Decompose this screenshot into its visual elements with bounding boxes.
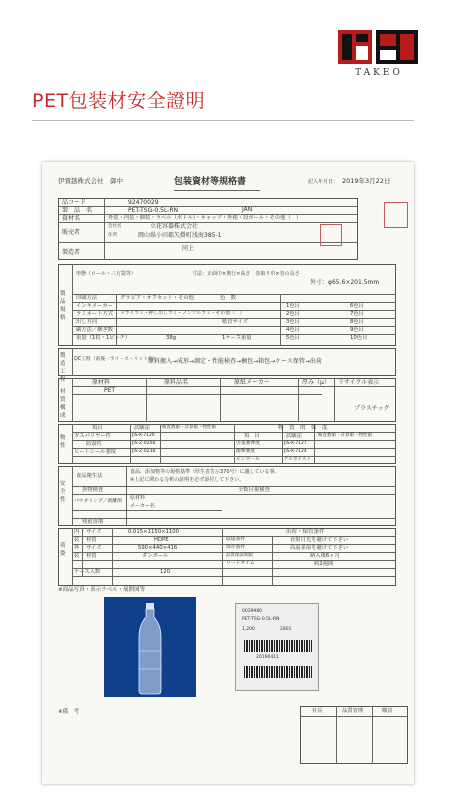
color-3: 3色目 bbox=[286, 319, 300, 325]
date-label: 記入年月日： bbox=[308, 179, 339, 185]
company-seal-stamp bbox=[320, 224, 342, 246]
colors-label: 色 数 bbox=[220, 295, 236, 301]
color-5: 5色目 bbox=[286, 335, 300, 341]
lead-time: 約2週間 bbox=[314, 561, 334, 567]
takeo-logo bbox=[336, 24, 422, 82]
bottle-icon bbox=[137, 603, 163, 695]
material-header-name: 原料品名 bbox=[164, 379, 189, 386]
color-9: 9色目 bbox=[350, 327, 364, 333]
card-line-4: 2801 bbox=[280, 627, 292, 632]
laminate-label: ラミネート方式 bbox=[76, 311, 114, 317]
property-header-value: 検査数値・計算値・物性値 bbox=[162, 425, 216, 430]
pack-inner-material: HDPE bbox=[154, 537, 169, 543]
material-section-label: 材質構成 bbox=[60, 389, 66, 419]
pack-outer-1: 外 bbox=[74, 545, 80, 551]
pack-outer-2: 装 bbox=[74, 553, 80, 559]
property-pinhole: ピンホール bbox=[236, 457, 260, 462]
lead-time-label: リードタイム bbox=[226, 561, 255, 566]
case-count-label: ケース入数 bbox=[74, 569, 101, 575]
product-value: PET-TSG-0.5L-RN bbox=[128, 207, 179, 214]
color-10: 10色目 bbox=[350, 335, 368, 341]
color-8: 8色目 bbox=[350, 319, 364, 325]
storage-expiry: 納入後6ヶ月 bbox=[310, 553, 340, 559]
storage-keep-label: 保存条件 bbox=[226, 545, 246, 550]
product-label: 製 品 名 bbox=[62, 207, 93, 214]
property-moisture-method: JIS-Z-0208 bbox=[132, 441, 156, 446]
card-line-2: PET-TSG-0.5L-RN bbox=[242, 617, 280, 622]
food-law-label: 食品衛生法 bbox=[76, 473, 103, 479]
doc-title: 包装資材等規格書 bbox=[174, 177, 247, 187]
dims-value: 外寸：φ65.6×201.5mm bbox=[310, 279, 380, 286]
property-tensile-method: JIS-K-7127 bbox=[284, 441, 307, 446]
form-label: 形態（ロール・三方袋等） bbox=[76, 271, 136, 277]
pack-section-label: 荷姿 bbox=[60, 543, 66, 557]
print-method-label: 印刷方法 bbox=[76, 295, 98, 301]
remarks-label: ※備 考 bbox=[58, 709, 80, 715]
pack-inner-2: 装 bbox=[74, 537, 80, 543]
property-gas-barrier: ガスバリヤー性 bbox=[74, 433, 111, 439]
logo-text: TAKEO bbox=[355, 68, 403, 78]
code-value: 92470029 bbox=[128, 199, 159, 206]
storage-header: 出荷・保管条件 bbox=[286, 529, 325, 535]
property-block bbox=[58, 424, 396, 464]
raw-label: 原材料 bbox=[130, 495, 146, 501]
code-label: 品コード bbox=[62, 199, 87, 206]
material-header-maker: 原紙メーカー bbox=[234, 379, 270, 386]
property-pinhole-method: ゲルボテスト bbox=[284, 457, 311, 462]
property-header-method-right: 試験法 bbox=[286, 433, 302, 439]
inspection-value: 全数目視検査 bbox=[238, 487, 270, 493]
bottle-photo bbox=[104, 597, 196, 697]
residue-label: 残留溶剤 bbox=[82, 519, 104, 525]
material-header-recycle: リサイクル表示 bbox=[338, 379, 380, 386]
storage-handle-label: 取扱条件 bbox=[226, 537, 246, 542]
process-section-label: 製造工程 bbox=[60, 353, 66, 383]
material-row-pet: PET bbox=[104, 387, 116, 394]
color-6: 6色目 bbox=[350, 303, 364, 309]
seller-label: 販売者 bbox=[62, 229, 81, 236]
address-value: 岡山県小田郡矢掛町浅海385-1 bbox=[138, 232, 222, 239]
property-moisture: 防湿性 bbox=[86, 441, 102, 447]
pack-outer-size: 590×440×416 bbox=[138, 545, 178, 551]
card-line-5: 20190411 bbox=[256, 655, 279, 660]
card-line-3: 1,200 bbox=[242, 627, 255, 632]
recycle-label: プラスチック bbox=[354, 405, 390, 412]
doc-company: 伊賀越株式会社 御中 bbox=[58, 177, 123, 185]
food-law-note: ※上記に関わる分析の証明を必ず添付して下さい。 bbox=[130, 477, 245, 483]
property-heat-seal-method: JIS-Z-0238 bbox=[132, 449, 156, 454]
weight-value: 38g bbox=[166, 335, 177, 341]
page-title: PET包装材安全證明 bbox=[32, 90, 206, 112]
property-tensile: 引張強伸度 bbox=[236, 441, 260, 446]
maker-label: 製造者 bbox=[62, 249, 81, 256]
title-divider bbox=[32, 120, 414, 121]
safety-block bbox=[58, 466, 396, 526]
jan-label: JAN bbox=[242, 206, 253, 213]
sign-quality: 品質管理 bbox=[342, 708, 364, 714]
property-section-label: 物性 bbox=[60, 435, 66, 449]
attachment-label: ※商品写真・表示ラベル・展開図等 bbox=[58, 587, 146, 593]
company-name-label: 会社名 bbox=[108, 224, 122, 229]
materials-value: 外装・内装・個装・ラベル（ボトル）・キャップ・外箱・段ボール・その他（ ） bbox=[108, 215, 302, 221]
case-count: 120 bbox=[160, 569, 171, 575]
storage-handle: 直射日光を避けて下さい bbox=[290, 537, 349, 543]
box-size-label: 紙管サイズ bbox=[222, 319, 249, 325]
print-method-value: グラビア・オフセット・その他 bbox=[120, 295, 194, 301]
property-header-value-right: 検査数値・計算値・物性値 bbox=[318, 433, 372, 438]
pack-outer-material: ダンボール bbox=[142, 553, 169, 559]
food-law-text: 食品、添加物等の規格基準（厚生省告示370号）に適している事。 bbox=[130, 469, 280, 475]
plate-label: 出し方向 bbox=[76, 319, 98, 325]
card-line-1: 0039980 bbox=[242, 609, 263, 614]
pack-inner-size: 0.015×1150×1100 bbox=[128, 529, 180, 535]
material-header-raw: 原材料 bbox=[92, 379, 111, 386]
property-header-item-right: 項 目 bbox=[244, 433, 260, 439]
qc-label: QC工程（前後一ライ・ス・リット他） bbox=[74, 357, 158, 362]
packing-label: パウダリング／剥離剤 bbox=[74, 499, 122, 504]
color-7: 7色目 bbox=[350, 311, 364, 317]
property-header-item: 項目 bbox=[92, 425, 103, 431]
physical-header: 物 質 的 保 度 bbox=[278, 425, 328, 431]
product-block bbox=[58, 198, 358, 260]
storage-keep: 高温多湿を避けて下さい bbox=[290, 545, 349, 551]
color-4: 4色目 bbox=[286, 327, 300, 333]
barcode-1 bbox=[244, 640, 312, 652]
process-flow: 原料搬入→成形→測定・性能検査→梱包→箱包→ケース保管→出荷 bbox=[148, 358, 322, 365]
case-qty-label: 1ケース重量 bbox=[222, 335, 252, 341]
dims-label: 寸法：正面巾×奥行×高さ 巻取り巾×巻の長さ bbox=[192, 271, 300, 277]
materials-label: 資材名 bbox=[62, 215, 81, 222]
doc-date: 2019年3月22日 bbox=[342, 177, 391, 185]
approval-seal-stamp bbox=[384, 202, 408, 228]
company-name: 立花容器株式会社 bbox=[150, 223, 199, 230]
laminate-value: ドライラミ・押し出しラミ・ノンソルラミ・その他（ ） bbox=[120, 311, 245, 316]
weight-label: 重量（1枚・1ピッチ） bbox=[76, 335, 131, 341]
storage-expiry-label: 品質保証期限 bbox=[226, 553, 253, 558]
property-header-method: 試験法 bbox=[134, 425, 150, 431]
pack-outer-material-label: 材質 bbox=[86, 553, 97, 559]
plates-label: 刷方法／継ぎ数 bbox=[76, 327, 114, 333]
property-impact: 衝撃強度 bbox=[236, 449, 256, 454]
pack-inner-material-label: 材質 bbox=[86, 537, 97, 543]
property-heat-seal: ヒートシール強度 bbox=[74, 449, 117, 455]
spec-section-label: 製品規格 bbox=[60, 291, 66, 321]
property-impact-method: JIS-K-7124 bbox=[284, 449, 307, 454]
logo-mark-icon bbox=[338, 30, 418, 64]
address-label: 住所 bbox=[108, 233, 117, 238]
pack-inner-1: 内 bbox=[74, 529, 80, 535]
safety-section-label: 安全性 bbox=[60, 481, 66, 503]
label-card bbox=[235, 603, 319, 691]
inspection-label: 異物検査 bbox=[82, 487, 104, 493]
material-header-thickness: 厚み（μ） bbox=[302, 379, 330, 386]
signature-box bbox=[300, 706, 408, 764]
color-1: 1色目 bbox=[286, 303, 300, 309]
maker-value: 同上 bbox=[182, 245, 195, 252]
pack-inner-size-label: サイズ bbox=[86, 529, 102, 535]
sign-purchasing: 購買 bbox=[382, 708, 393, 714]
barcode-2 bbox=[244, 666, 312, 678]
pack-outer-size-label: サイズ bbox=[86, 545, 102, 551]
title-underline bbox=[174, 190, 260, 191]
maker-name-label: メーカー名 bbox=[130, 503, 155, 509]
property-gas-barrier-method: JIS-K-7126 bbox=[132, 433, 155, 438]
ink-label: インキメーカー bbox=[76, 303, 113, 309]
sign-president: 社長 bbox=[312, 708, 323, 714]
color-2: 2色目 bbox=[286, 311, 300, 317]
spec-document bbox=[42, 162, 414, 784]
